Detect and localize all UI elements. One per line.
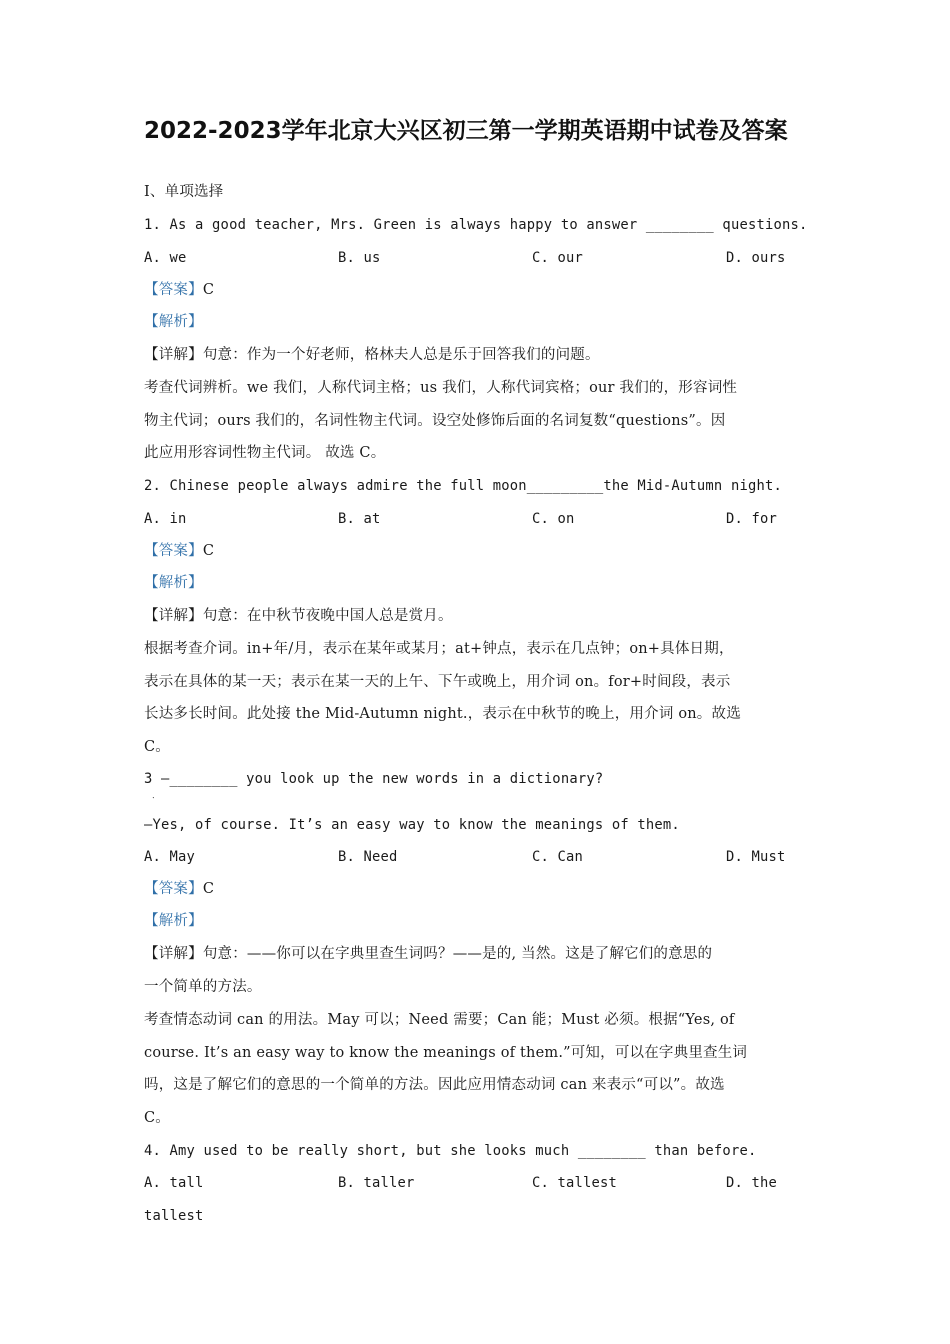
q1-detail-text: 句意：作为一个好老师，格林夫人总是乐于回答我们的问题。 [202,347,600,363]
analysis-label: 【解析】 [144,913,203,929]
answer-label: 【答案】 [144,282,203,298]
q2-explain-line: 表示在具体的某一天；表示在某一天的上午、下午或晚上，用介词 on。for+时间段，表示 [144,674,731,690]
q3-dot: ． [152,791,162,801]
q2-explain-line: 长达多长时间。此处接 the Mid-Autumn night.，表示在中秋节的晚上，用介词 on。故选 [144,706,741,722]
q4-option-c: C. tallest [532,1175,618,1191]
q1-analysis [144,311,824,333]
q2-explain-line: C。 [144,739,170,755]
q3-answer-value: C [202,881,215,897]
q3-detail-text: 句意：——你可以在字典里查生词吗？——是的, 当然。这是了解它们的意思的 [202,946,713,962]
q2-analysis [144,572,824,594]
q3-detail [144,943,824,965]
q1-stem: 1. As a good teacher, Mrs. Green is always happy to answer ________ questions. [144,217,808,233]
q3-reply: —Yes, of course. It’s an easy way to know the meanings of them. [144,817,680,833]
q2-detail [144,605,824,627]
q1-explain-line: 物主代词；ours 我们的，名词性物主代词。设空处修饰后面的名词复数“questions”。因 [144,413,726,429]
q2-explain-line: 根据考查介词。in+年/月，表示在某年或某月；at+钟点，表示在几点钟；on+具体日期， [144,641,734,657]
section-heading: Ⅰ、单项选择 [144,184,224,200]
q2-option-b: B. at [338,511,381,527]
q3-option-a: A. May [144,849,196,865]
q1-explain-line: 此应用形容词性物主代词。 故选 C。 [144,445,386,461]
q3-analysis [144,910,824,932]
q2-answer [144,540,824,562]
q1-option-c: C. our [532,250,584,266]
q2-option-a: A. in [144,511,187,527]
q1-explain-line: 考查代词辨析。we 我们，人称代词主格；us 我们，人称代词宾格；our 我们的，形容词性 [144,380,738,396]
q2-answer-value: C [202,543,215,559]
q4-option-a: A. tall [144,1175,204,1191]
q1-option-a: A. we [144,250,187,266]
q3-option-d: D. Must [726,849,786,865]
q3-explain-line: course. It’s an easy way to know the meanings of them.”可知，可以在字典里查生词 [144,1045,748,1061]
q2-stem: 2. Chinese people always admire the full moon_________the Mid-Autumn night. [144,478,782,494]
answer-label: 【答案】 [144,543,203,559]
q4-stem: 4. Amy used to be really short, but she looks much ________ than before. [144,1143,757,1159]
q3-stem: 3 —________ you look up the new words in a dictionary? [144,771,604,787]
q1-answer [144,279,824,301]
q4-option-b: B. taller [338,1175,415,1191]
q3-explain-line: 吗，这是了解它们的意思的一个简单的方法。因此应用情态动词 can 来表示“可以”。故选 [144,1077,725,1093]
q3-explain-line: C。 [144,1110,170,1126]
detail-label: 【详解】 [144,608,203,624]
analysis-label: 【解析】 [144,314,203,330]
q2-detail-text: 句意：在中秋节夜晚中国人总是赏月。 [202,608,453,624]
q3-detail-line: 一个简单的方法。 [144,979,262,995]
q3-explain-line: 考查情态动词 can 的用法。May 可以；Need 需要；Can 能；Must 必须。根据“Yes, of [144,1012,735,1028]
answer-label: 【答案】 [144,881,203,897]
detail-label: 【详解】 [144,347,203,363]
q1-option-d: D. ours [726,250,786,266]
q3-option-b: B. Need [338,849,398,865]
q4-option-d: D. the [726,1175,778,1191]
q4-option-d-wrap: tallest [144,1208,204,1224]
q2-option-d: D. for [726,511,778,527]
q3-answer [144,878,824,900]
q2-option-c: C. on [532,511,575,527]
q3-option-c: C. Can [532,849,584,865]
detail-label: 【详解】 [144,946,203,962]
q1-option-b: B. us [338,250,381,266]
analysis-label: 【解析】 [144,575,203,591]
q1-answer-value: C [202,282,215,298]
q1-detail [144,344,824,366]
document-title: 2022-2023学年北京大兴区初三第一学期英语期中试卷及答案 [144,118,788,144]
